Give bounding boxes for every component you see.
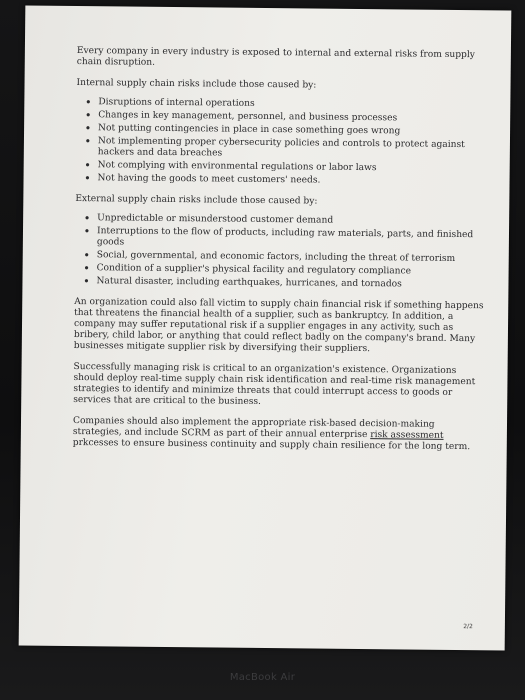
- list-item: • Unpredictable or misunderstood customer demand: [84, 213, 334, 226]
- bullet-icon: •: [83, 226, 90, 238]
- bullet-icon: •: [84, 173, 91, 185]
- list-item: • Not putting contingencies in place in case something goes wrong: [85, 123, 401, 137]
- risk-assessment-link[interactable]: risk assessment: [370, 430, 444, 441]
- bullet-icon: •: [84, 160, 91, 172]
- internal-risks-list: [75, 97, 486, 188]
- scrm-paragraph: Companies should also implement the appropriate risk-based decision-making strategies, and include SCRM as part of their annual enterprise risk assessment prkcesses to ensure business continuity and supply chain resilience for the long term.: [72, 415, 471, 453]
- laptop-screen: [19, 5, 512, 650]
- intro-paragraph: Every company in every industry is exposed to internal and external risks from supply chain disruption.: [76, 46, 475, 68]
- list-item: • Condition of a supplier's physical facility and regulatory compliance: [83, 263, 412, 277]
- list-item: • Not having the goods to meet customers' needs.: [84, 173, 321, 186]
- internal-risks-heading: Internal supply chain risks include those caused by:: [76, 78, 317, 91]
- financial-risk-paragraph: An organization could also fall victim to supply chain financial risk if something happens that threatens the financial health of a supplier, such as bankruptcy. In addition, a company may suffer reputational risk if a supplier engages in any activity, such as bribery, child labor, or anything that could reflect badly on the company's brand. Many businesses mitigate supplier risk by diversifying their suppliers.: [73, 297, 484, 355]
- external-risks-list: [74, 213, 485, 291]
- bullet-icon: •: [83, 276, 90, 288]
- page-number: 2/2: [463, 623, 473, 631]
- list-item: • Social, governmental, and economic factors, including the threat of terrorism: [83, 250, 456, 264]
- list-item: • Changes in key management, personnel, and business processes: [85, 110, 398, 124]
- bullet-icon: •: [84, 136, 91, 148]
- bullet-icon: •: [83, 250, 90, 262]
- list-item: • Not complying with environmental regulations or labor laws: [84, 160, 377, 174]
- list-item: • Interruptions to the flow of products, including raw materials, parts, and finished goods: [83, 226, 474, 248]
- bullet-icon: •: [84, 213, 91, 225]
- device-brand-label: MacBook Air: [229, 672, 296, 683]
- external-risks-heading: External supply chain risks include those caused by:: [75, 194, 318, 207]
- bullet-icon: •: [83, 263, 90, 275]
- document-page: [73, 46, 487, 463]
- risk-management-paragraph: Successfully managing risk is critical to an organization's existence. Organizations should deploy real-time supply chain risk identification and real-time risk management strategies to identify and minimize threats that could interrupt access to goods or services that are critical to the business.: [73, 361, 476, 407]
- bullet-icon: •: [85, 97, 92, 109]
- list-item: • Not implementing proper cybersecurity policies and controls to protect against hackers and data breaches: [84, 136, 465, 159]
- bullet-icon: •: [85, 123, 91, 135]
- bullet-icon: •: [85, 110, 92, 122]
- list-item: • Disruptions of internal operations: [85, 97, 255, 109]
- list-item: • Natural disaster, including earthquakes, hurricanes, and tornados: [83, 276, 402, 290]
